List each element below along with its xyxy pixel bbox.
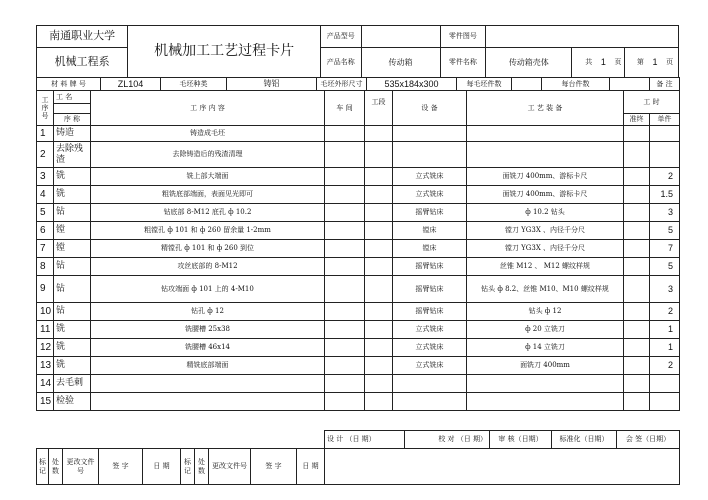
op-content: 铣上部大端面 bbox=[91, 168, 325, 186]
op-content bbox=[91, 375, 325, 393]
op-workshop bbox=[325, 375, 365, 393]
card-header bbox=[36, 25, 679, 78]
process-card bbox=[36, 25, 679, 484]
op-name: 去除残渣 bbox=[54, 142, 91, 168]
table-row bbox=[37, 321, 680, 339]
op-number: 5 bbox=[37, 204, 54, 222]
rev-count: 处数 bbox=[49, 449, 63, 485]
op-tooling: 镗刀 YG3X 、内径千分尺 bbox=[467, 240, 624, 258]
op-content: 钻孔 ф 12 bbox=[91, 303, 325, 321]
remark-label: 备 注 bbox=[650, 78, 680, 91]
op-name: 钻 bbox=[54, 303, 91, 321]
op-number: 15 bbox=[37, 393, 54, 411]
material-grade-value: ZL104 bbox=[101, 78, 161, 91]
product-name-label: 产品名称 bbox=[320, 48, 361, 78]
table-row bbox=[37, 393, 680, 411]
op-tooling: 钻头 ф 12 bbox=[467, 303, 624, 321]
op-tooling bbox=[467, 375, 624, 393]
table-row bbox=[37, 375, 680, 393]
op-time-unit: 7 bbox=[650, 240, 680, 258]
col-content: 工 序 内 容 bbox=[91, 91, 325, 126]
op-equipment: 立式铣床 bbox=[393, 168, 467, 186]
table-row bbox=[37, 126, 680, 142]
op-section bbox=[365, 303, 393, 321]
op-section bbox=[365, 276, 393, 303]
op-content: 去除铸造后的残渣清理 bbox=[91, 142, 325, 168]
op-equipment: 摇臂钻床 bbox=[393, 204, 467, 222]
op-name: 铣 bbox=[54, 339, 91, 357]
op-section bbox=[365, 357, 393, 375]
total-pages: 1 bbox=[594, 48, 612, 78]
blank-count-label: 每毛坯件数 bbox=[457, 78, 512, 91]
product-name-value: 传动箱 bbox=[361, 48, 440, 78]
op-content: 攻丝底部的 8-M12 bbox=[91, 258, 325, 276]
col-op-name-bottom: 序 称 bbox=[54, 114, 91, 126]
op-number: 2 bbox=[37, 142, 54, 168]
op-time-prep bbox=[624, 142, 650, 168]
op-name: 镗 bbox=[54, 222, 91, 240]
signoff-row bbox=[324, 430, 680, 449]
op-workshop bbox=[325, 321, 365, 339]
rev-sign: 签 字 bbox=[99, 449, 143, 485]
col-time-unit: 单件 bbox=[650, 114, 680, 126]
op-tooling: ф 10.2 钻头 bbox=[467, 204, 624, 222]
op-time-prep bbox=[624, 303, 650, 321]
blank-size-value: 535x184x300 bbox=[367, 78, 457, 91]
op-workshop bbox=[325, 276, 365, 303]
op-section bbox=[365, 126, 393, 142]
part-name-label: 零件名称 bbox=[440, 48, 486, 78]
op-number: 11 bbox=[37, 321, 54, 339]
op-equipment: 镗床 bbox=[393, 240, 467, 258]
op-time-prep bbox=[624, 393, 650, 411]
total-suffix: 页 bbox=[612, 48, 624, 78]
op-section bbox=[365, 186, 393, 204]
op-equipment bbox=[393, 393, 467, 411]
table-row bbox=[37, 204, 680, 222]
op-section bbox=[365, 222, 393, 240]
blank-type-value: 铸铝 bbox=[227, 78, 317, 91]
op-equipment: 摇臂钻床 bbox=[393, 303, 467, 321]
op-name: 钻 bbox=[54, 204, 91, 222]
op-content: 铸造成毛坯 bbox=[91, 126, 325, 142]
op-equipment: 立式铣床 bbox=[393, 186, 467, 204]
op-number: 7 bbox=[37, 240, 54, 258]
op-section bbox=[365, 339, 393, 357]
op-number: 6 bbox=[37, 222, 54, 240]
op-time-unit: 2 bbox=[650, 303, 680, 321]
op-content bbox=[91, 393, 325, 411]
op-number: 8 bbox=[37, 258, 54, 276]
rev-mark: 标记 bbox=[37, 449, 49, 485]
op-tooling: 面铣刀 400mm、游标卡尺 bbox=[467, 186, 624, 204]
op-time-unit: 3 bbox=[650, 204, 680, 222]
per-unit-value bbox=[610, 78, 650, 91]
op-workshop bbox=[325, 240, 365, 258]
op-equipment: 立式铣床 bbox=[393, 357, 467, 375]
op-name: 铣 bbox=[54, 321, 91, 339]
signoff-design: 设 计 （日 期） bbox=[325, 431, 405, 449]
op-workshop bbox=[325, 303, 365, 321]
table-row bbox=[37, 303, 680, 321]
op-name: 镗 bbox=[54, 240, 91, 258]
op-time-prep bbox=[624, 168, 650, 186]
col-workshop: 车 间 bbox=[325, 91, 365, 126]
rev-doc-no: 更改文件号 bbox=[63, 449, 99, 485]
op-tooling bbox=[467, 126, 624, 142]
op-name: 钻 bbox=[54, 276, 91, 303]
op-workshop bbox=[325, 222, 365, 240]
op-time-unit: 5 bbox=[650, 258, 680, 276]
op-content: 钻底部 8-M12 底孔 ф 10.2 bbox=[91, 204, 325, 222]
op-content: 钻攻端面 ф 101 上的 4-M10 bbox=[91, 276, 325, 303]
op-section bbox=[365, 321, 393, 339]
blank-type-label: 毛坯种类 bbox=[161, 78, 227, 91]
op-time-unit bbox=[650, 142, 680, 168]
page-suffix: 页 bbox=[664, 48, 678, 78]
blank-count-value bbox=[512, 78, 542, 91]
op-workshop bbox=[325, 339, 365, 357]
op-tooling bbox=[467, 142, 624, 168]
op-equipment bbox=[393, 142, 467, 168]
op-equipment bbox=[393, 375, 467, 393]
op-tooling: ф 20 立铣刀 bbox=[467, 321, 624, 339]
op-number: 14 bbox=[37, 375, 54, 393]
op-time-unit bbox=[650, 393, 680, 411]
op-section bbox=[365, 375, 393, 393]
op-workshop bbox=[325, 126, 365, 142]
op-section bbox=[365, 168, 393, 186]
signoff-countersign: 会 签（日期） bbox=[617, 431, 680, 449]
op-time-unit bbox=[650, 126, 680, 142]
col-section: 工段 bbox=[365, 91, 393, 114]
op-workshop bbox=[325, 357, 365, 375]
op-equipment: 立式铣床 bbox=[393, 321, 467, 339]
op-tooling: 丝锥 M12 、 M12 螺纹样规 bbox=[467, 258, 624, 276]
revision-row bbox=[36, 448, 680, 485]
col-time-prep: 准终 bbox=[624, 114, 650, 126]
op-equipment bbox=[393, 126, 467, 142]
rev-count-2: 处数 bbox=[195, 449, 209, 485]
op-name: 检验 bbox=[54, 393, 91, 411]
rev-sign-2: 签 字 bbox=[251, 449, 297, 485]
material-grade-label: 材 料 牌 号 bbox=[37, 78, 101, 91]
table-row bbox=[37, 339, 680, 357]
col-equipment: 设 备 bbox=[393, 91, 467, 126]
product-model-label: 产品型号 bbox=[320, 26, 361, 48]
op-time-prep bbox=[624, 375, 650, 393]
card-title: 机械加工工艺过程卡片 bbox=[128, 26, 321, 78]
page-prefix: 第 bbox=[625, 48, 646, 78]
op-time-unit: 3 bbox=[650, 276, 680, 303]
op-name: 铸造 bbox=[54, 126, 91, 142]
op-time-unit: 5 bbox=[650, 222, 680, 240]
operations-table bbox=[36, 90, 680, 411]
op-time-prep bbox=[624, 276, 650, 303]
material-row bbox=[36, 77, 680, 91]
op-equipment: 摇臂钻床 bbox=[393, 276, 467, 303]
op-section bbox=[365, 142, 393, 168]
rev-blank bbox=[325, 449, 680, 485]
product-model-value bbox=[361, 26, 440, 48]
op-name: 铣 bbox=[54, 186, 91, 204]
op-section bbox=[365, 240, 393, 258]
op-number: 3 bbox=[37, 168, 54, 186]
op-number: 10 bbox=[37, 303, 54, 321]
rev-date: 日 期 bbox=[143, 449, 181, 485]
col-tooling: 工 艺 装 备 bbox=[467, 91, 624, 126]
op-time-prep bbox=[624, 204, 650, 222]
op-number: 9 bbox=[37, 276, 54, 303]
rev-date-2: 日 期 bbox=[297, 449, 325, 485]
op-name: 钻 bbox=[54, 258, 91, 276]
op-name: 铣 bbox=[54, 168, 91, 186]
table-row bbox=[37, 276, 680, 303]
signoff-review: 审 核（日期） bbox=[490, 431, 552, 449]
op-number: 13 bbox=[37, 357, 54, 375]
op-time-unit: 1.5 bbox=[650, 186, 680, 204]
table-row bbox=[37, 168, 680, 186]
op-time-prep bbox=[624, 357, 650, 375]
table-row bbox=[37, 258, 680, 276]
op-content: 精铣底部端面 bbox=[91, 357, 325, 375]
op-number: 4 bbox=[37, 186, 54, 204]
op-workshop bbox=[325, 168, 365, 186]
school-name: 南通职业大学 bbox=[37, 26, 128, 48]
op-number: 12 bbox=[37, 339, 54, 357]
page-number: 1 bbox=[646, 48, 664, 78]
table-row bbox=[37, 240, 680, 258]
operation-rows bbox=[37, 126, 680, 411]
rev-doc-no-2: 更改文件号 bbox=[209, 449, 251, 485]
table-row bbox=[37, 142, 680, 168]
op-workshop bbox=[325, 142, 365, 168]
signoff-proofread: 校 对 （日 期） bbox=[405, 431, 490, 449]
op-equipment: 立式铣床 bbox=[393, 339, 467, 357]
op-time-prep bbox=[624, 258, 650, 276]
op-section bbox=[365, 258, 393, 276]
op-time-unit: 1 bbox=[650, 339, 680, 357]
op-workshop bbox=[325, 258, 365, 276]
op-number: 1 bbox=[37, 126, 54, 142]
part-name-value: 传动箱壳体 bbox=[486, 48, 572, 78]
op-tooling bbox=[467, 393, 624, 411]
part-drawing-label: 零件图号 bbox=[440, 26, 486, 48]
op-tooling: ф 14 立铣刀 bbox=[467, 339, 624, 357]
op-section bbox=[365, 204, 393, 222]
op-section bbox=[365, 393, 393, 411]
part-drawing-value bbox=[486, 26, 679, 48]
col-op-no: 工序号 bbox=[37, 91, 54, 126]
op-time-prep bbox=[624, 222, 650, 240]
op-content: 铣腰槽 25x38 bbox=[91, 321, 325, 339]
rev-mark-2: 标记 bbox=[181, 449, 195, 485]
op-time-unit: 2 bbox=[650, 357, 680, 375]
op-tooling: 面铣刀 400mm、游标卡尺 bbox=[467, 168, 624, 186]
blank-size-label: 毛坯外形尺寸 bbox=[317, 78, 367, 91]
op-time-prep bbox=[624, 240, 650, 258]
op-tooling: 钻头 ф 8.2、丝锥 M10、M10 螺纹样规 bbox=[467, 276, 624, 303]
op-content: 精镗孔 ф 101 和 ф 260 到位 bbox=[91, 240, 325, 258]
op-content: 粗铣底部端面，表面见光即可 bbox=[91, 186, 325, 204]
op-time-prep bbox=[624, 126, 650, 142]
op-tooling: 镗刀 YG3X 、内径千分尺 bbox=[467, 222, 624, 240]
department-name: 机械工程系 bbox=[37, 48, 128, 78]
op-name: 去毛刺 bbox=[54, 375, 91, 393]
per-unit-label: 每台件数 bbox=[542, 78, 610, 91]
op-content: 铣腰槽 46x14 bbox=[91, 339, 325, 357]
table-row bbox=[37, 222, 680, 240]
op-tooling: 面铣刀 400mm bbox=[467, 357, 624, 375]
table-row bbox=[37, 357, 680, 375]
op-name: 铣 bbox=[54, 357, 91, 375]
op-equipment: 摇臂钻床 bbox=[393, 258, 467, 276]
table-row bbox=[37, 186, 680, 204]
signoff-standardize: 标准化（日期） bbox=[552, 431, 617, 449]
op-time-unit: 1 bbox=[650, 321, 680, 339]
op-time-unit bbox=[650, 375, 680, 393]
op-time-unit: 2 bbox=[650, 168, 680, 186]
op-workshop bbox=[325, 393, 365, 411]
col-op-name-top: 工 名 bbox=[54, 91, 91, 104]
op-equipment: 镗床 bbox=[393, 222, 467, 240]
op-workshop bbox=[325, 204, 365, 222]
op-time-prep bbox=[624, 186, 650, 204]
col-time: 工 时 bbox=[624, 91, 680, 114]
op-time-prep bbox=[624, 339, 650, 357]
op-content: 粗镗孔 ф 101 和 ф 260 留余量 1-2mm bbox=[91, 222, 325, 240]
total-prefix: 共 bbox=[572, 48, 594, 78]
op-workshop bbox=[325, 186, 365, 204]
op-time-prep bbox=[624, 321, 650, 339]
